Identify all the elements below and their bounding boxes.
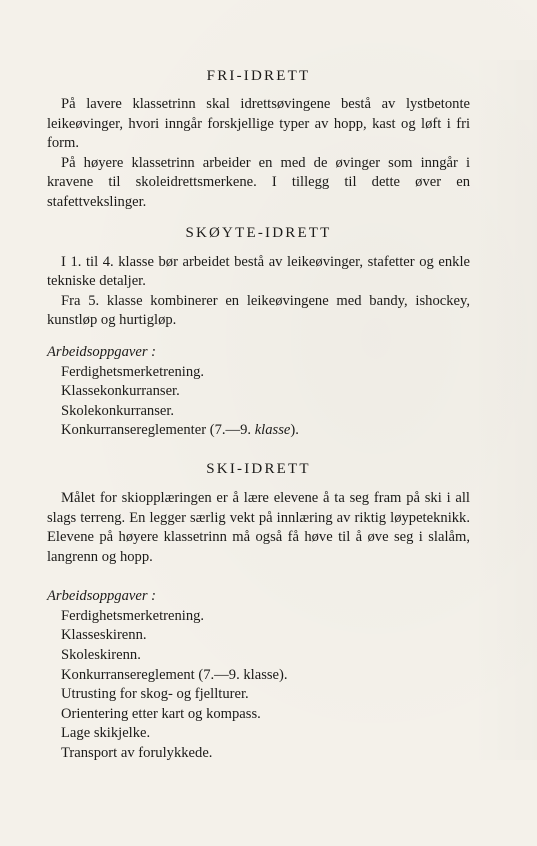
task-text: Konkurransereglementer (7.—9. xyxy=(61,422,255,439)
skoyte-paragraph-2: Fra 5. klasse kombinerer en leikeøvingene med bandy, ishockey, kunstløp og hurtigløp. xyxy=(47,292,470,329)
list-item: Klasseskirenn. xyxy=(61,627,147,644)
fri-paragraph-1: På lavere klassetrinn skal idrettsøvingene bestå av lystbetonte leikeøvinger, hvori inngår forskjellige typer av hopp, kast og løft i fri form. xyxy=(47,96,470,152)
skoyte-tasks-label: Arbeidsoppgaver : xyxy=(47,343,157,360)
list-item xyxy=(61,421,470,441)
list-item: Transport av forulykkede. xyxy=(61,745,213,762)
heading-ski-idrett: SKI-IDRETT xyxy=(206,460,311,477)
page-content xyxy=(47,66,470,764)
list-item: Konkurransereglement (7.—9. klasse). xyxy=(61,666,288,683)
skoyte-task-list xyxy=(47,363,470,441)
heading-fri-idrett: FRI-IDRETT xyxy=(206,68,311,84)
fri-paragraph-2: På høyere klassetrinn arbeider en med de øvinger som inngår i kravene til skoleidrettsmerkene. I tillegg til dette øver en stafettvekslinger. xyxy=(47,154,470,210)
list-item: Skoleskirenn. xyxy=(61,647,141,664)
list-item: Ferdighetsmerketrening. xyxy=(61,607,205,624)
task-text-italic: klasse xyxy=(254,422,291,439)
task-text-end: ). xyxy=(290,422,299,439)
list-item: Ferdighetsmerketrening. xyxy=(61,363,205,380)
skoyte-paragraph-1: I 1. til 4. klasse bør arbeidet bestå av leikeøvinger, stafetter og enkle tekniske detaljer. xyxy=(47,253,470,290)
list-item: Orientering etter kart og kompass. xyxy=(61,705,261,722)
ski-task-list xyxy=(47,607,470,764)
ski-tasks-label: Arbeidsoppgaver : xyxy=(47,588,157,605)
ski-paragraph: Målet for skiopplæringen er å lære elevene å ta seg fram på ski i all slags terreng. En legger særlig vekt på innlæring av riktig løypeteknikk. Elevene på høyere klassetrinn må også få høve til å øve seg i slalåm, langrenn og hopp. xyxy=(47,489,470,565)
list-item: Skolekonkurranser. xyxy=(61,402,175,419)
list-item: Lage skikjelke. xyxy=(61,725,151,742)
list-item: Utrusting for skog- og fjellturer. xyxy=(61,686,249,703)
bleed-through-shadow xyxy=(470,60,537,760)
list-item: Klassekonkurranser. xyxy=(61,383,180,400)
heading-skoyte-idrett: SKØYTE-IDRETT xyxy=(185,224,332,241)
